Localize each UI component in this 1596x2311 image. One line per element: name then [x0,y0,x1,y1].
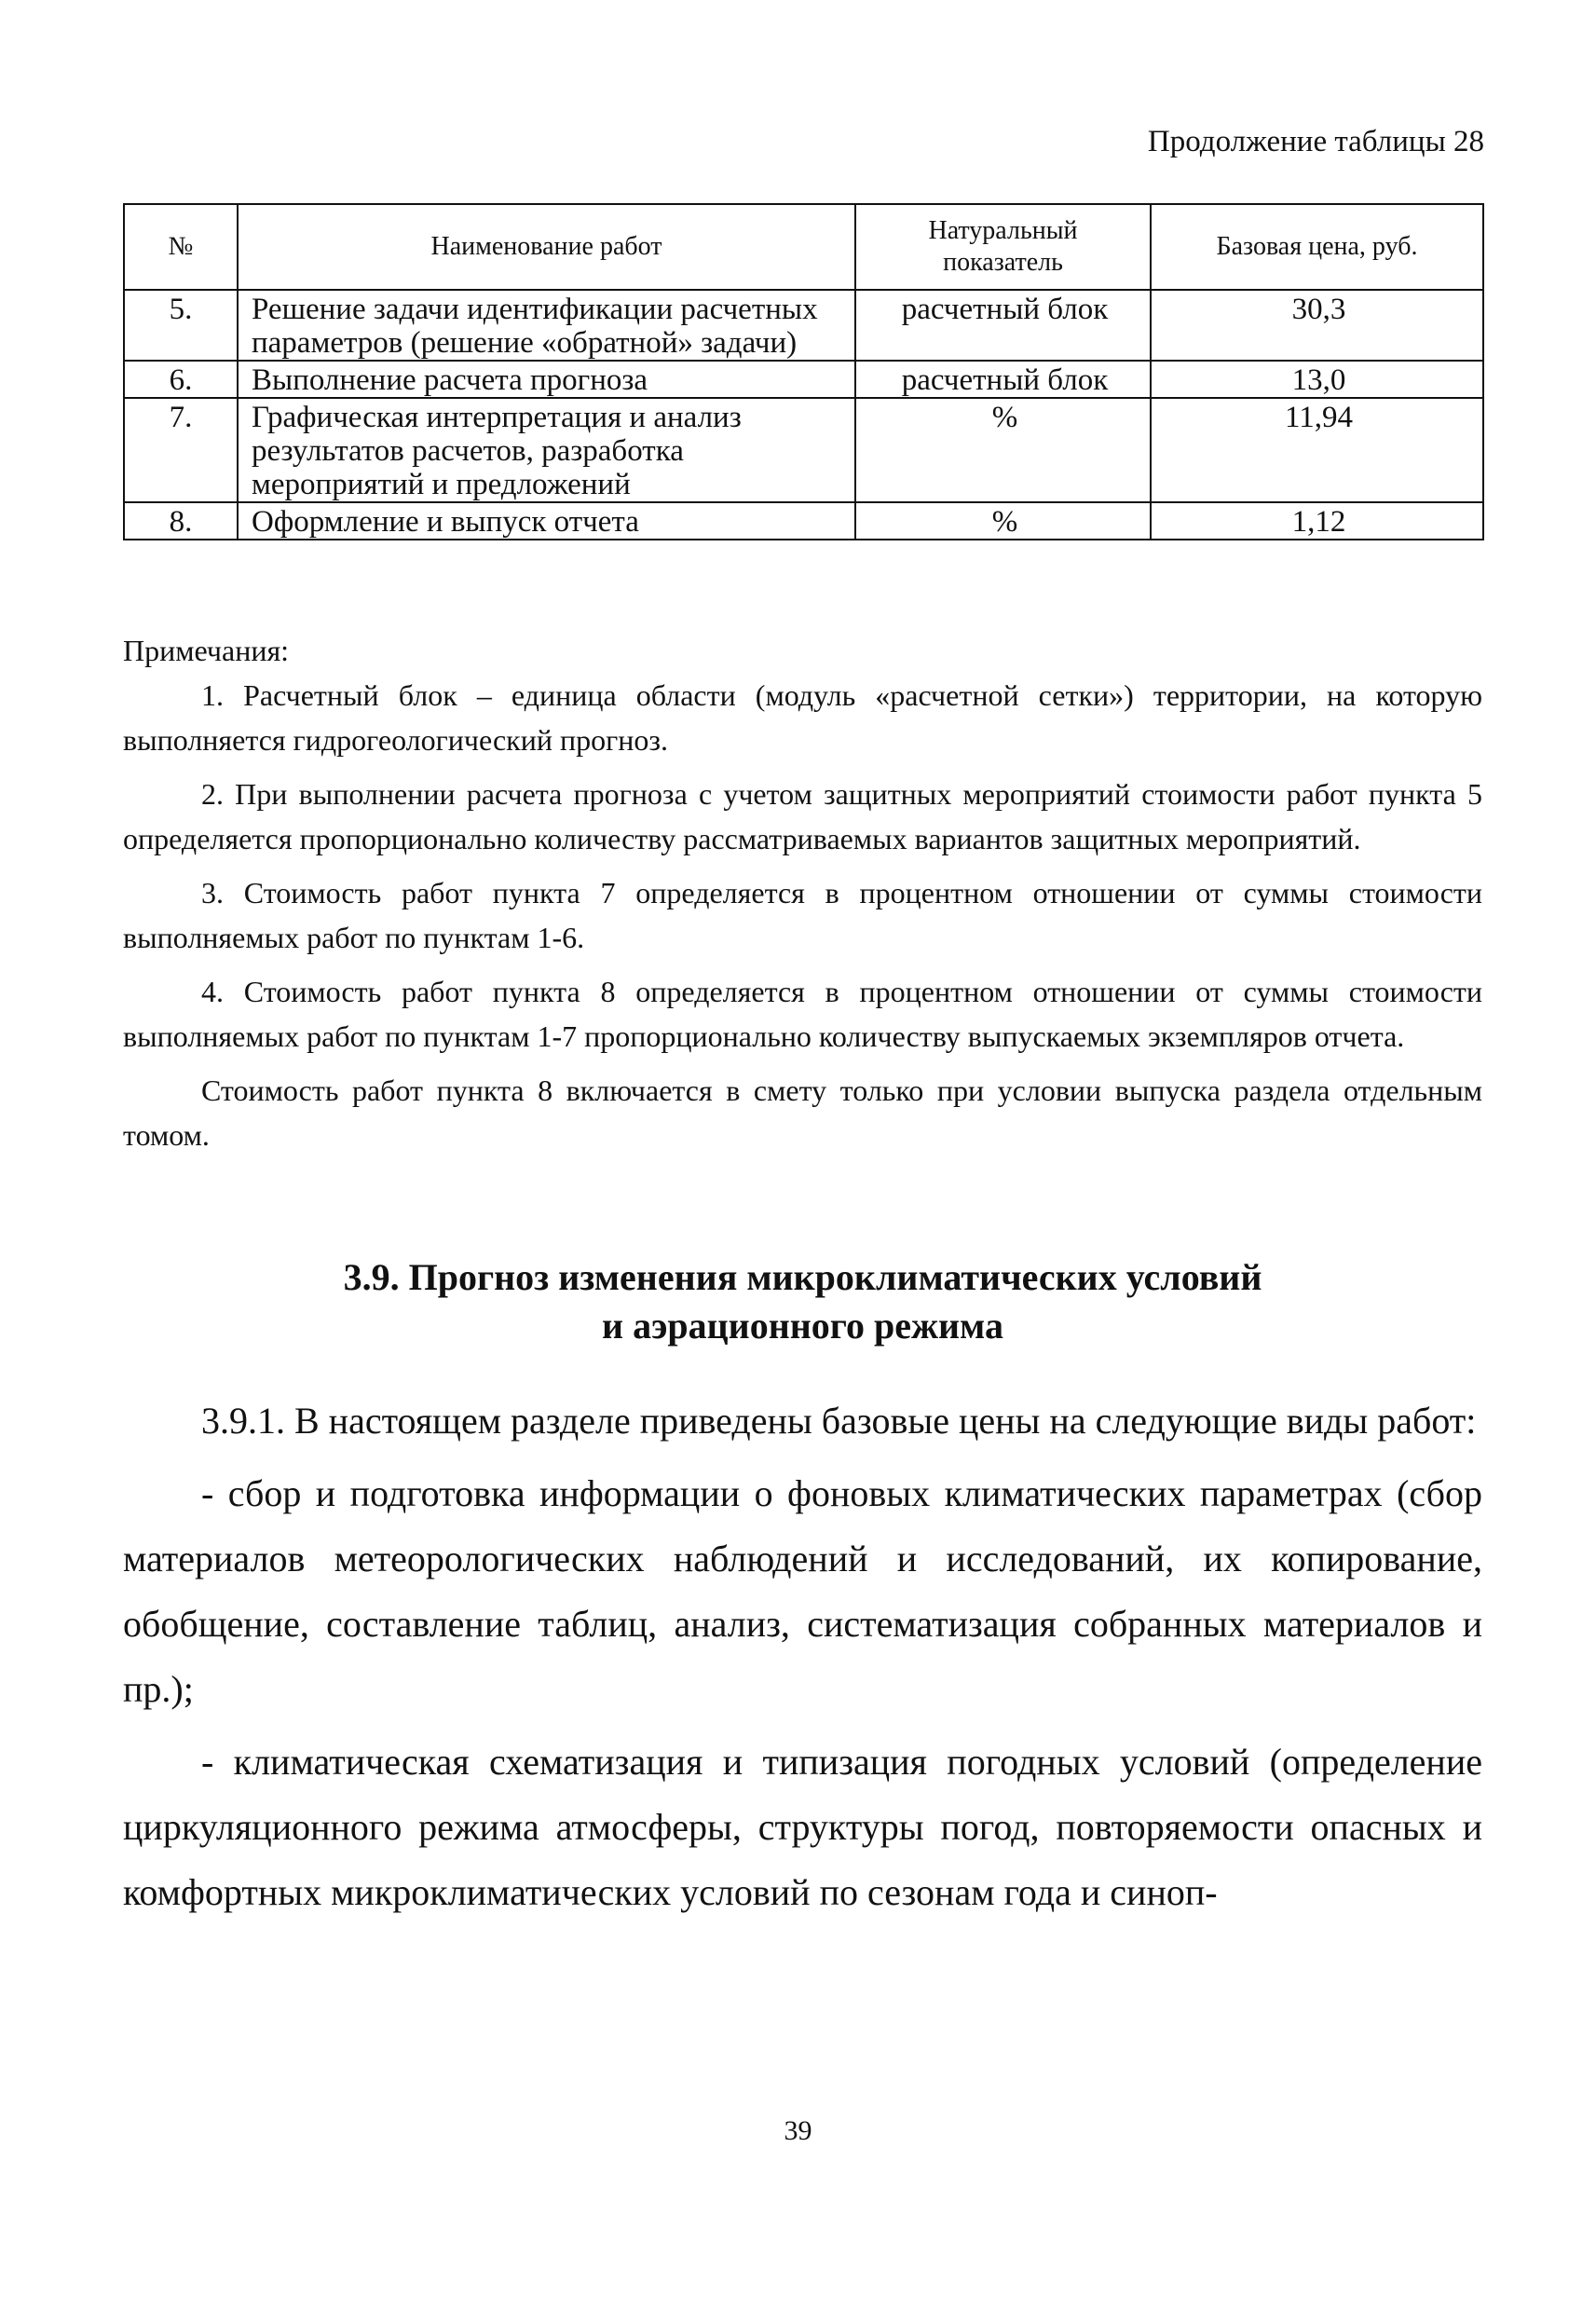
body-paragraph: - сбор и подготовка информации о фоновых климатических параметрах (сбор материалов метеорологических наблюдений и исследований, их копирование, обобщение, составление таблиц, анализ, систематизация собранных материалов и пр.); [123,1472,1482,1710]
note-item: 2. При выполнении расчета прогноза с учетом защитных мероприятий стоимости работ пункта 5 определяется пропорционально количеству рассматриваемых вариантов защитных мероприятий. [123,777,1482,855]
note-item: 1. Расчетный блок – единица области (модуль «расчетной сетки») территории, на которую выполняется гидрогеологический прогноз. [123,678,1482,757]
section-heading [123,1253,1482,1350]
section-body [123,1388,1482,1933]
section-heading-line-2: и аэрационного режима [602,1305,1003,1347]
table-continuation-label: Продолжение таблицы 28 [1147,125,1484,158]
row-unit: % [855,502,1151,540]
note-item: Стоимость работ пункта 8 включается в смету только при условии выпуска раздела отдельным томом. [123,1073,1482,1152]
row-unit: расчетный блок [855,361,1151,398]
header-work-name: Наименование работ [238,204,855,290]
row-unit: расчетный блок [855,290,1151,361]
header-number: № [124,204,238,290]
row-number: 5. [124,290,238,361]
row-number: 8. [124,502,238,540]
notes-title: Примечания: [123,634,290,667]
row-work-name: Графическая интерпретация и анализ результатов расчетов, разработка мероприятий и предложений [238,398,855,502]
row-price: 1,12 [1151,502,1483,540]
header-base-price: Базовая цена, руб. [1151,204,1483,290]
body-paragraph: 3.9.1. В настоящем разделе приведены базовые цены на следующие виды работ: [201,1400,1477,1442]
table-row [124,398,1483,502]
table-row [124,502,1483,540]
row-price: 11,94 [1151,398,1483,502]
table-header-row [124,204,1483,290]
row-work-name: Оформление и выпуск отчета [238,502,855,540]
notes-section [123,628,1482,1167]
note-item: 4. Стоимость работ пункта 8 определяется в процентном отношении от суммы стоимости выполняемых работ по пунктам 1-7 пропорционально количеству выпускаемых экземпляров отчета. [123,975,1482,1053]
header-natural-indicator: Натуральный показатель [855,204,1151,290]
row-number: 6. [124,361,238,398]
table-row [124,361,1483,398]
row-price: 30,3 [1151,290,1483,361]
row-unit: % [855,398,1151,502]
body-paragraph: - климатическая схематизация и типизация погодных условий (определение циркуляционного режима атмосферы, структуры погод, повторяемости опасных и комфортных микроклиматических условий по сезонам года и синоп- [123,1741,1482,1913]
row-price: 13,0 [1151,361,1483,398]
table-row [124,290,1483,361]
row-work-name: Выполнение расчета прогноза [238,361,855,398]
row-number: 7. [124,398,238,502]
note-item: 3. Стоимость работ пункта 7 определяется в процентном отношении от суммы стоимости выполняемых работ по пунктам 1-6. [123,876,1482,954]
section-heading-line-1: 3.9. Прогноз изменения микроклиматических условий [343,1256,1262,1298]
page-number: 39 [784,2115,812,2146]
price-table [123,203,1484,540]
row-work-name: Решение задачи идентификации расчетных параметров (решение «обратной» задачи) [238,290,855,361]
